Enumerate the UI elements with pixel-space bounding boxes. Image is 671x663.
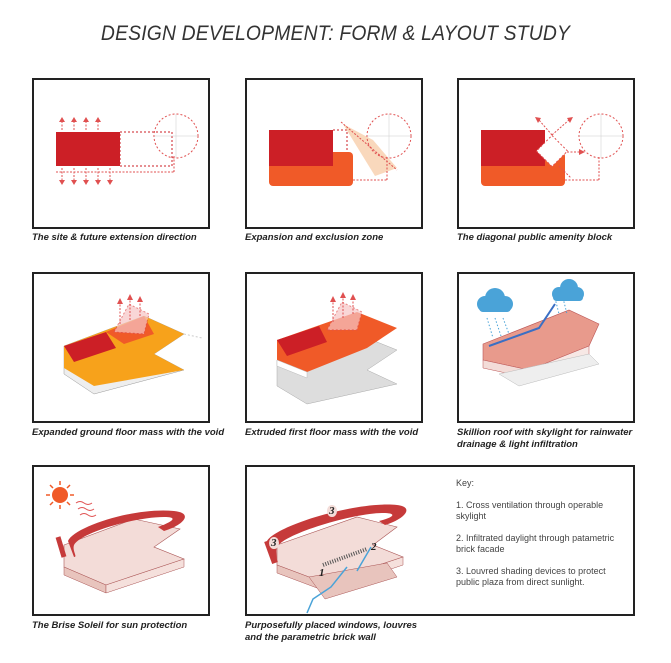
caption-4: Expanded ground floor mass with the void [32, 427, 225, 438]
key-legend [456, 478, 631, 599]
panel-diagonal-amenity [457, 78, 635, 229]
expansion-diagram [247, 80, 423, 229]
sun-icon [46, 481, 74, 509]
panel-first-floor [245, 272, 423, 423]
caption-8: Purposefully placed windows, louvres and the parametric brick wall [245, 620, 418, 643]
cloud-icon [477, 288, 513, 312]
page-title: DESIGN DEVELOPMENT: FORM & LAYOUT STUDY [100, 22, 571, 45]
marker-1: 1 [319, 567, 325, 579]
marker-3b: 3 [329, 505, 335, 517]
panel-site-extension [32, 78, 210, 229]
caption-5: Extruded first floor mass with the void [245, 427, 419, 438]
site-extension-diagram [34, 80, 210, 229]
brise-soleil-diagram [34, 467, 210, 616]
key-heading: Key: [456, 478, 475, 488]
windows-louvres-diagram [247, 467, 457, 616]
key-item-3: 3. Louvred shading devices to protect public plaza from direct sunlight. [456, 566, 606, 587]
amenity-diagram [459, 80, 635, 229]
caption-3: The diagonal public amenity block [457, 232, 613, 243]
caption-1: The site & future extension direction [32, 232, 197, 243]
key-item-1: 1. Cross ventilation through operable skylight [456, 500, 604, 521]
panel-brise-soleil [32, 465, 210, 616]
site-block [56, 132, 120, 166]
panel-ground-floor [32, 272, 210, 423]
first-floor-diagram [247, 274, 423, 423]
ground-floor-diagram [34, 274, 210, 423]
marker-3: 3 [271, 537, 277, 549]
cloud-icon-2 [552, 279, 584, 301]
marker-2: 2 [371, 541, 377, 553]
panel-skillion-roof [457, 272, 635, 423]
skillion-roof-diagram [459, 274, 635, 423]
caption-7: The Brise Soleil for sun protection [32, 620, 188, 631]
key-item-2: 2. Infiltrated daylight through patametric brick facade [456, 533, 615, 554]
caption-6: Skillion roof with skylight for rainwater drainage & light infiltration [457, 427, 633, 450]
caption-2: Expansion and exclusion zone [245, 232, 384, 243]
panel-expansion-zone [245, 78, 423, 229]
